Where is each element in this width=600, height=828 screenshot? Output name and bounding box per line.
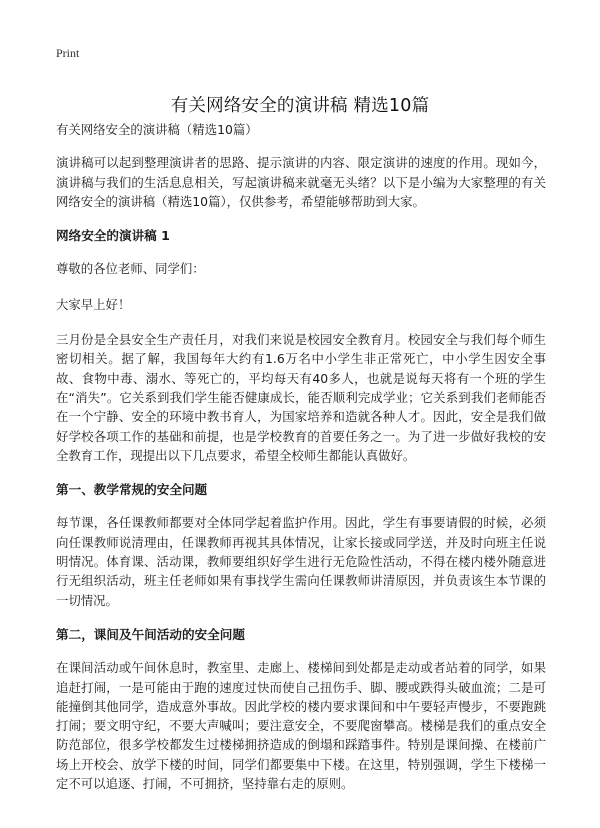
print-link[interactable]: Print <box>56 46 80 60</box>
morning-line: 大家早上好！ <box>56 296 131 312</box>
body-paragraph-1: 三月份是全县安全生产责任月，对我们来说是校园安全教育月。校园安全与我们每个师生密切相关。据了解，我国每年大约有1.6万名中小学生非正常死亡，中小学生因安全事故、食物中毒、溺水、等死亡的，平均每天有40多人，也就是说每天将有一个班的学生在“消失”。它关系到我们学生能否健康成长，能否顺利完成学业；它关系到我们老师能否在一个宁静、安全的环境中教书育人，为国家培养和造就各种人才。因此，安全是我们做好学校各项工作的基础和前提，也是学校教育的首要任务之一。为了进一步做好我校的安全教育工作，现提出以下几点要求，希望全校师生都能认真做好。 <box>56 332 546 463</box>
document-body <box>56 120 546 808</box>
greeting-line: 尊敬的各位老师、同学们： <box>56 261 205 277</box>
section-2-paragraph: 在课间活动或午间休息时，教室里、走廊上、楼梯间到处都是走动或者站着的同学，如果追赶打闹，一是可能由于跑的速度过快而使自己扭伤手、脚、腰或跌得头破血流；二是可能撞倒其他同学，造成意外事故。因此学校的楼内要求课间和中午要轻声慢步，不要跑跳打闹；要文明守纪，不要大声喊叫；要注意安全，不要爬窗攀高。楼梯是我们的重点安全防范部位，很多学校都发生过楼梯拥挤造成的倒塌和踩踏事件。特别是课间操、在楼前广场上开校会、放学下楼的时间，同学们都要集中下楼。在这里，特别强调，学生下楼梯一定不可以追逐、打闹，不可拥挤，坚持靠右走的原则。 <box>56 660 546 792</box>
section-1-heading: 第一、教学常规的安全问题 <box>56 482 208 498</box>
section-1-paragraph: 每节课，各任课教师都要对全体同学起着监护作用。因此，学生有事要请假的时候，必须向任课教师说清理由，任课教师再视其具体情况，让家长接或同学送，并及时向班主任说明情况。体育课、活动课，教师要组织好学生进行无危险性活动，不得在楼内楼外随意进行无组织活动，班主任老师如果有事找学生需向任课教师讲清原因，并负责该生本节课的一切情况。 <box>56 515 546 608</box>
section-2-heading: 第二，课间及午间活动的安全问题 <box>56 626 245 642</box>
document-title: 有关网络安全的演讲稿 精选10篇 <box>170 95 430 116</box>
intro-paragraph: 演讲稿可以起到整理演讲者的思路、提示演讲的内容、限定演讲的速度的作用。现如今，演讲稿与我们的生活息息相关，写起演讲稿来就毫无头绪？以下是小编为大家整理的有关网络安全的演讲稿（精选10篇），仅供参考，希望能够帮助到大家。 <box>56 155 546 209</box>
speech-heading: 网络安全的演讲稿 1 <box>56 228 170 244</box>
document-subtitle: 有关网络安全的演讲稿（精选10篇） <box>56 122 258 137</box>
